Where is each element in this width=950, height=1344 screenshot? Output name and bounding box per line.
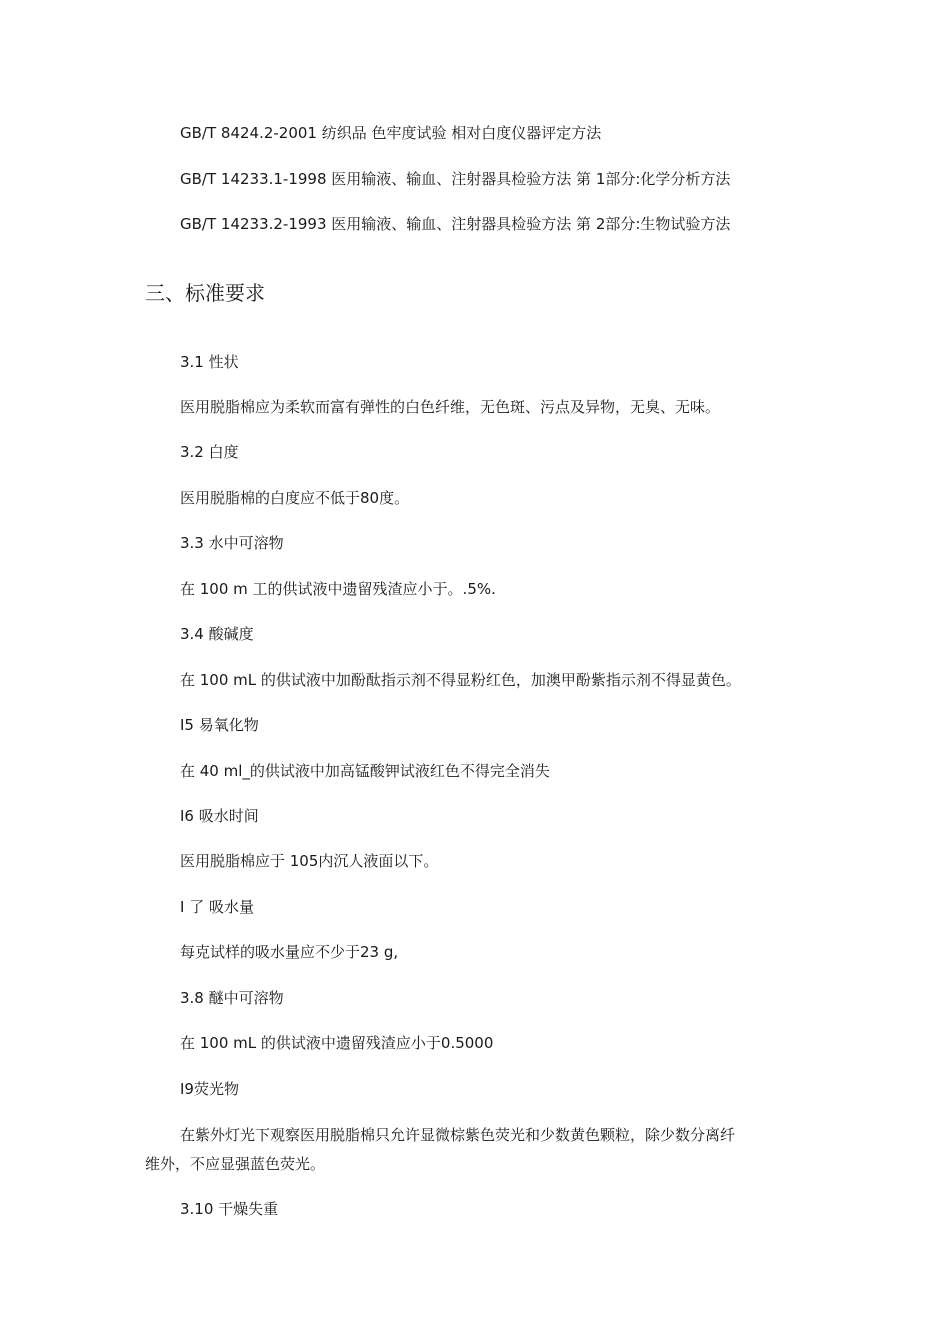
item-body-3-3: 在 100 m 工的供试液中遗留残渣应小于。.5%. [180,580,496,598]
item-body-3-4: 在 100 mL 的供试液中加酚酞指示剂不得显粉红色，加澳甲酚紫指示剂不得显黄色。 [180,671,741,689]
item-heading-3-2: 3.2 白度 [180,443,239,461]
reference-line-2: GB/T 14233.1-1998 医用输液、输血、注射器具检验方法 第 1部分:化学分析方法 [180,170,731,188]
item-heading-3-7: I 了 吸水量 [180,898,254,916]
item-heading-3-6: I6 吸水时间 [180,807,259,825]
item-body-3-9-line-2: 维外，不应显强蓝色荧光。 [145,1155,326,1173]
item-heading-3-8: 3.8 醚中可溶物 [180,989,284,1007]
item-body-3-1: 医用脱脂棉应为柔软而富有弹性的白色纤维，无色斑、污点及异物，无臭、无味。 [180,398,721,416]
item-heading-3-5: I5 易氧化物 [180,716,259,734]
item-heading-3-1: 3.1 性状 [180,353,239,371]
item-body-3-8: 在 100 mL 的供试液中遗留残渣应小于0.5000 [180,1034,494,1052]
item-body-3-7: 每克试样的吸水量应不少于23 g, [180,943,399,961]
item-heading-3-4: 3.4 酸碱度 [180,625,254,643]
item-heading-3-3: 3.3 水中可溶物 [180,534,284,552]
item-body-3-5: 在 40 ml_的供试液中加高锰酸钾试液红色不得完全消失 [180,762,550,780]
reference-line-3: GB/T 14233.2-1993 医用输液、输血、注射器具检验方法 第 2部分:生物试验方法 [180,215,731,233]
item-body-3-2: 医用脱脂棉的白度应不低于80度。 [180,489,410,507]
section-title: 三、标准要求 [145,281,265,305]
item-body-3-6: 医用脱脂棉应于 105内沉人液面以下。 [180,852,439,870]
item-heading-3-10: 3.10 干燥失重 [180,1200,279,1218]
item-body-3-9-line-1: 在紫外灯光下观察医用脱脂棉只允许显微棕紫色荧光和少数黄色颗粒，除少数分离纤 [180,1126,736,1144]
reference-line-1: GB/T 8424.2-2001 纺织品 色牢度试验 相对白度仪器评定方法 [180,124,602,142]
item-heading-3-9: I9荧光物 [180,1080,239,1098]
